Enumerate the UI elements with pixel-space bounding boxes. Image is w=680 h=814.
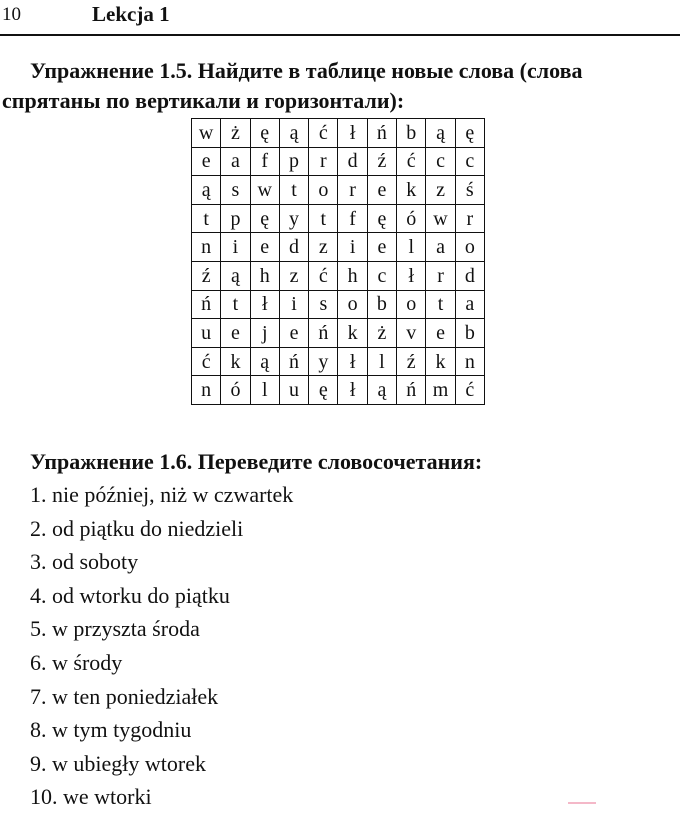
grid-cell: s: [221, 176, 250, 205]
lesson-title: Lekcja 1: [92, 2, 170, 26]
grid-cell: ó: [397, 204, 426, 233]
list-item: 7. w ten poniedziałek: [30, 683, 219, 709]
grid-cell: t: [309, 204, 338, 233]
grid-row: [192, 376, 485, 405]
grid-cell: y: [279, 204, 308, 233]
grid-cell: n: [192, 233, 221, 262]
grid-cell: e: [367, 233, 396, 262]
grid-cell: ś: [455, 176, 484, 205]
grid-cell: i: [221, 233, 250, 262]
grid-cell: l: [367, 347, 396, 376]
grid-cell: e: [279, 319, 308, 348]
grid-cell: i: [338, 233, 367, 262]
exercise-1-5-heading-line2: спрятаны по вертикали и горизонтали):: [2, 88, 405, 113]
grid-cell: b: [367, 290, 396, 319]
grid-cell: ł: [338, 119, 367, 148]
grid-cell: l: [397, 233, 426, 262]
grid-cell: ż: [367, 319, 396, 348]
grid-cell: w: [250, 176, 279, 205]
grid-cell: ę: [309, 376, 338, 405]
grid-cell: i: [279, 290, 308, 319]
grid-row: [192, 261, 485, 290]
list-item: 2. od piątku do niedzieli: [30, 515, 244, 541]
grid-row: [192, 176, 485, 205]
grid-row: [192, 347, 485, 376]
grid-cell: w: [192, 119, 221, 148]
grid-cell: ć: [309, 261, 338, 290]
grid-cell: d: [338, 147, 367, 176]
grid-cell: n: [455, 347, 484, 376]
grid-cell: m: [426, 376, 455, 405]
grid-cell: v: [397, 319, 426, 348]
grid-cell: ź: [367, 147, 396, 176]
grid-cell: ć: [397, 147, 426, 176]
grid-cell: a: [426, 233, 455, 262]
grid-cell: c: [426, 147, 455, 176]
grid-cell: ź: [192, 261, 221, 290]
page-number: 10: [2, 4, 21, 25]
grid-cell: o: [397, 290, 426, 319]
grid-cell: d: [455, 261, 484, 290]
grid-cell: t: [192, 204, 221, 233]
grid-cell: k: [397, 176, 426, 205]
grid-cell: t: [279, 176, 308, 205]
grid-cell: ł: [397, 261, 426, 290]
grid-cell: ę: [250, 119, 279, 148]
grid-cell: p: [279, 147, 308, 176]
grid-cell: k: [338, 319, 367, 348]
grid-cell: o: [455, 233, 484, 262]
grid-cell: j: [250, 319, 279, 348]
grid-cell: ż: [221, 119, 250, 148]
grid-cell: ą: [250, 347, 279, 376]
grid-row: [192, 233, 485, 262]
grid-cell: r: [426, 261, 455, 290]
exercise-1-5-heading-line1: Упражнение 1.5. Найдите в таблице новые слова (слова: [30, 58, 583, 83]
grid-cell: ź: [397, 347, 426, 376]
list-item: 9. w ubiegły wtorek: [30, 750, 206, 776]
grid-cell: e: [192, 147, 221, 176]
grid-cell: ń: [192, 290, 221, 319]
grid-cell: c: [455, 147, 484, 176]
grid-cell: z: [426, 176, 455, 205]
grid-cell: ę: [250, 204, 279, 233]
list-item: 3. od soboty: [30, 549, 139, 575]
grid-cell: w: [426, 204, 455, 233]
grid-cell: o: [309, 176, 338, 205]
grid-cell: p: [221, 204, 250, 233]
grid-cell: c: [367, 261, 396, 290]
grid-cell: ć: [192, 347, 221, 376]
grid-row: [192, 319, 485, 348]
exercise-1-6-heading: Упражнение 1.6. Переведите словосочетания:: [30, 449, 483, 474]
grid-cell: ł: [338, 376, 367, 405]
grid-cell: ą: [192, 176, 221, 205]
grid-cell: r: [309, 147, 338, 176]
grid-cell: h: [338, 261, 367, 290]
grid-cell: u: [192, 319, 221, 348]
grid-cell: a: [455, 290, 484, 319]
grid-row: [192, 147, 485, 176]
grid-cell: ą: [367, 376, 396, 405]
grid-cell: r: [338, 176, 367, 205]
list-item: 1. nie później, niż w czwartek: [30, 482, 294, 507]
grid-cell: e: [426, 319, 455, 348]
grid-cell: t: [221, 290, 250, 319]
grid-cell: ń: [279, 347, 308, 376]
grid-cell: ę: [455, 119, 484, 148]
grid-cell: o: [338, 290, 367, 319]
grid-cell: e: [250, 233, 279, 262]
grid-cell: ó: [221, 376, 250, 405]
grid-cell: n: [192, 376, 221, 405]
grid-cell: u: [279, 376, 308, 405]
grid-row: [192, 290, 485, 319]
grid-cell: e: [221, 319, 250, 348]
list-item: 8. w tym tygodniu: [30, 717, 192, 743]
phrase-list: [30, 478, 293, 814]
grid-cell: b: [397, 119, 426, 148]
grid-cell: ć: [455, 376, 484, 405]
grid-cell: ę: [367, 204, 396, 233]
grid-cell: ł: [338, 347, 367, 376]
grid-cell: k: [426, 347, 455, 376]
grid-cell: a: [221, 147, 250, 176]
grid-cell: ć: [309, 119, 338, 148]
list-item: 4. od wtorku do piątku: [30, 582, 230, 608]
page-header: [0, 0, 680, 36]
grid-row: [192, 119, 485, 148]
grid-cell: ą: [426, 119, 455, 148]
grid-cell: ą: [221, 261, 250, 290]
grid-cell: ą: [279, 119, 308, 148]
grid-cell: z: [309, 233, 338, 262]
word-search-grid: [191, 118, 485, 405]
grid-cell: l: [250, 376, 279, 405]
grid-cell: e: [367, 176, 396, 205]
grid-cell: h: [250, 261, 279, 290]
pink-mark: [568, 802, 596, 804]
grid-cell: f: [338, 204, 367, 233]
grid-cell: z: [279, 261, 308, 290]
grid-cell: f: [250, 147, 279, 176]
grid-cell: ń: [309, 319, 338, 348]
grid-cell: r: [455, 204, 484, 233]
list-item: 6. w środy: [30, 649, 123, 675]
grid-cell: ń: [367, 119, 396, 148]
grid-cell: d: [279, 233, 308, 262]
list-item: 5. w przyszta środa: [30, 616, 200, 642]
grid-cell: ń: [397, 376, 426, 405]
grid-cell: ł: [250, 290, 279, 319]
list-item: 10. we wtorki: [30, 784, 152, 810]
grid-cell: s: [309, 290, 338, 319]
grid-cell: t: [426, 290, 455, 319]
grid-row: [192, 204, 485, 233]
grid-cell: b: [455, 319, 484, 348]
grid-cell: k: [221, 347, 250, 376]
grid-cell: y: [309, 347, 338, 376]
